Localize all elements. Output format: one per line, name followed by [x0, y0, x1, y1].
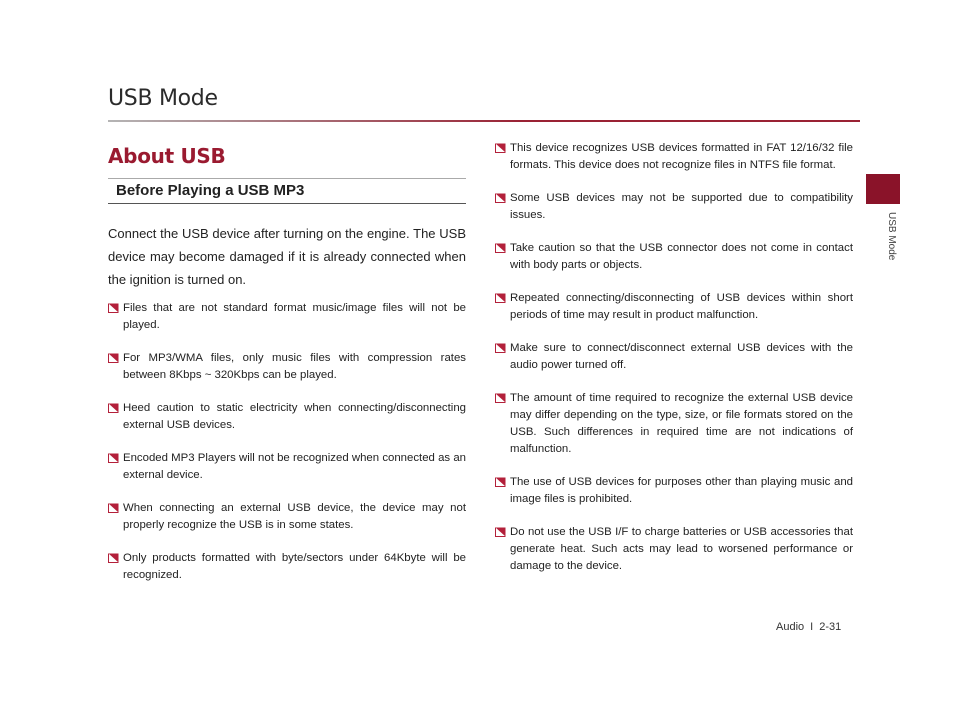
note-text: Heed caution to static electricity when connecting/disconnecting external USB devices.: [123, 402, 466, 431]
note-text: This device recognizes USB devices formatted in FAT 12/16/32 file formats. This device does not recognize files in NTFS file format.: [510, 142, 853, 171]
note-icon: [108, 353, 119, 363]
page-header-title: USB Mode: [108, 86, 218, 111]
note-icon: [108, 403, 119, 413]
note-icon: [495, 527, 506, 537]
footer-separator: I: [810, 621, 814, 633]
note-item: [495, 290, 853, 324]
section-title: About USB: [108, 144, 226, 168]
note-text: Files that are not standard format music/image files will not be played.: [123, 302, 466, 331]
side-tab-label: USB Mode: [886, 212, 897, 261]
note-item: [495, 390, 853, 458]
note-item: [495, 140, 853, 174]
sub-heading: Before Playing a USB MP3: [108, 178, 466, 204]
note-icon: [108, 553, 119, 563]
note-item: [108, 500, 466, 534]
note-item: [108, 400, 466, 434]
intro-paragraph: Connect the USB device after turning on the engine. The USB device may become damaged if it is already connected when the ignition is turned on.: [108, 226, 466, 287]
note-text: Only products formatted with byte/sectors under 64Kbyte will be recognized.: [123, 552, 466, 581]
note-text: Make sure to connect/disconnect external USB devices with the audio power turned off.: [510, 342, 853, 371]
header-divider: [108, 120, 860, 122]
note-text: Some USB devices may not be supported due to compatibility issues.: [510, 192, 853, 221]
page-number: 2-31: [819, 621, 842, 633]
note-icon: [495, 477, 506, 487]
note-icon: [495, 143, 506, 153]
page-footer: [776, 621, 841, 633]
note-icon: [108, 503, 119, 513]
note-icon: [495, 343, 506, 353]
note-item: [108, 300, 466, 334]
note-item: [108, 350, 466, 384]
notes-left-list: [108, 300, 466, 600]
note-item: [495, 190, 853, 224]
note-icon: [495, 393, 506, 403]
note-item: [495, 240, 853, 274]
note-item: [495, 524, 853, 575]
note-text: When connecting an external USB device, the device may not properly recognize the USB is in some states.: [123, 502, 466, 531]
side-tab-marker: [866, 174, 900, 204]
note-text: The use of USB devices for purposes other than playing music and image files is prohibited.: [510, 476, 853, 505]
note-item: [495, 474, 853, 508]
note-text: Repeated connecting/disconnecting of USB devices within short periods of time may result in product malfunction.: [510, 292, 853, 321]
note-text: Take caution so that the USB connector does not come in contact with body parts or objects.: [510, 242, 853, 271]
note-text: Do not use the USB I/F to charge batteries or USB accessories that generate heat. Such acts may lead to worsened performance or damage to the device.: [510, 526, 853, 572]
note-item: [495, 340, 853, 374]
note-text: Encoded MP3 Players will not be recognized when connected as an external device.: [123, 452, 466, 481]
note-text: For MP3/WMA files, only music files with compression rates between 8Kbps ~ 320Kbps can be played.: [123, 352, 466, 381]
notes-right-list: [495, 140, 853, 591]
note-icon: [108, 453, 119, 463]
note-text: The amount of time required to recognize the external USB device may differ depending on the type, size, or file formats stored on the USB. Such differences in required time are not indications of malfunction.: [510, 392, 853, 455]
note-icon: [495, 193, 506, 203]
footer-section: Audio: [776, 621, 805, 633]
note-item: [108, 450, 466, 484]
note-icon: [108, 303, 119, 313]
note-item: [108, 550, 466, 584]
note-icon: [495, 243, 506, 253]
note-icon: [495, 293, 506, 303]
